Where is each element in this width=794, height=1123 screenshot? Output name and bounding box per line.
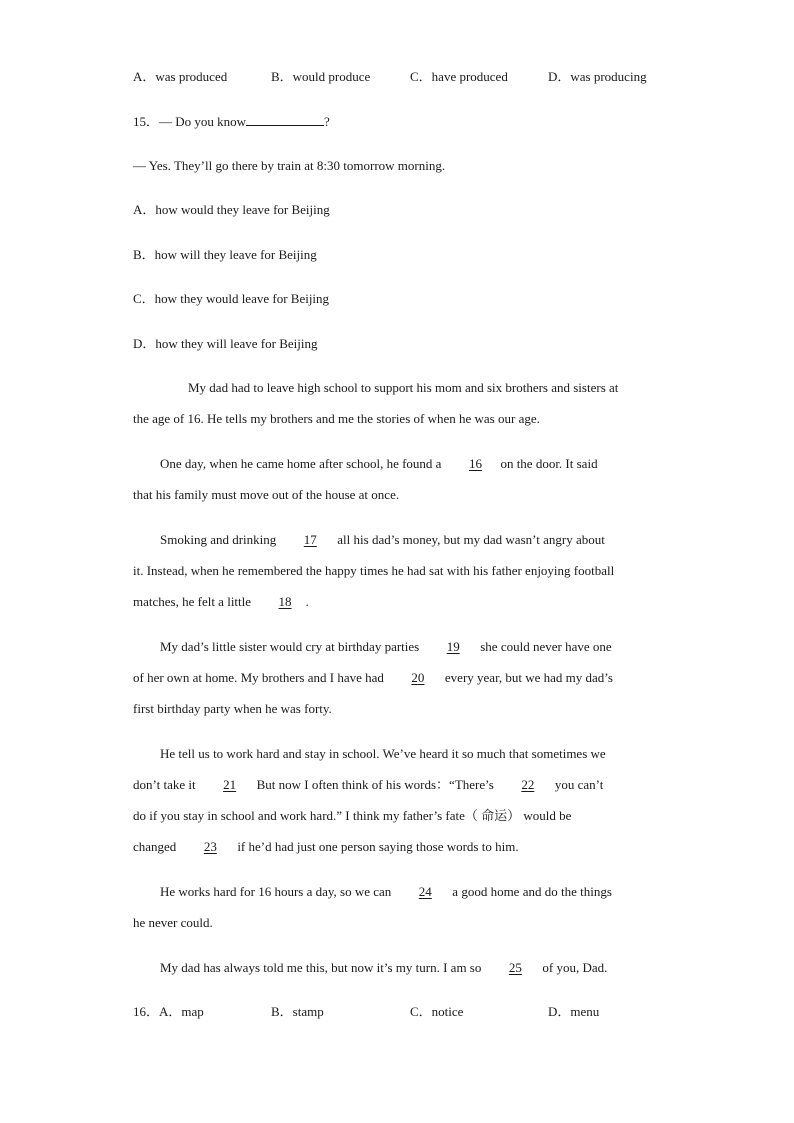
text-segment: if he’d had just one person saying those words to him. [237,839,519,854]
q16-option-c: C．notice [410,1004,464,1019]
blank-16: 16 [468,456,482,471]
blank-22: 22 [521,777,535,792]
passage-p1-line1: My dad had to leave high school to support his mom and six brothers and sisters at [188,380,619,395]
q15-stem [133,113,330,130]
blank-19: 19 [446,639,460,654]
passage-p4-line2 [133,670,613,686]
q15-blank [246,113,324,126]
blank-17: 17 [303,532,317,547]
q15-option-d: D．how they will leave for Beijing [133,336,318,351]
q15-option-a: A．how would they leave for Beijing [133,202,330,217]
text-segment: My dad has always told me this, but now it’s my turn. I am so [160,960,482,975]
blank-20: 20 [411,670,425,685]
text-segment: on the door. It said [500,456,598,471]
text-segment: every year, but we had my dad’s [444,670,613,685]
q15-reply: — Yes. They’ll go there by train at 8:30 tomorrow morning. [133,158,446,173]
blank-21: 21 [223,777,237,792]
passage-p6-line1 [160,884,612,900]
passage-p4-line1 [160,639,612,655]
text-segment: He works hard for 16 hours a day, so we can [160,884,392,899]
q14-option-d: D．was producing [548,69,647,84]
text-segment: all his dad’s money, but my dad wasn’t angry about [337,532,605,547]
passage-p3-line2: it. Instead, when he remembered the happy times he had sat with his father enjoying football [133,563,615,578]
text-segment: of her own at home. My brothers and I have had [133,670,384,685]
passage-p5-line2 [133,777,603,793]
passage-p4-line3: first birthday party when he was forty. [133,701,332,716]
text-segment: matches, he felt a little [133,594,252,609]
text-segment: One day, when he came home after school, he found a [160,456,442,471]
q15-stem-text: 15．— Do you know [133,114,247,129]
q15-stem-end: ? [324,114,330,129]
q16-option-a: 16．A．map [133,1004,204,1019]
q14-option-a: A．was produced [133,69,228,84]
passage-p3-line3 [133,594,309,610]
passage-p3-line1 [160,532,605,548]
q16-option-b: B．stamp [271,1004,324,1019]
text-segment: a good home and do the things [452,884,612,899]
text-segment: My dad’s little sister would cry at birthday parties [160,639,420,654]
q14-option-c: C．have produced [410,69,508,84]
passage-p5-line4 [133,839,519,855]
passage-p2-line2: that his family must move out of the house at once. [133,487,400,502]
text-segment: But now I often think of his words：“There’s [256,777,494,792]
blank-24: 24 [418,884,432,899]
passage-p7-line1 [160,960,607,976]
passage-p1-line2: the age of 16. He tells my brothers and me the stories of when he was our age. [133,411,540,426]
text-segment: don’t take it [133,777,196,792]
passage-p2-line1 [160,456,598,472]
blank-23: 23 [203,839,217,854]
blank-18: 18 [278,594,292,609]
passage-p6-line2: he never could. [133,915,213,930]
passage-p5-line1: He tell us to work hard and stay in school. We’ve heard it so much that sometimes we [160,746,606,761]
text-segment: . [305,594,309,609]
text-segment: she could never have one [480,639,612,654]
passage-p5-line3: do if you stay in school and work hard.” I think my father’s fate（ 命运） would be [133,808,572,823]
q15-option-c: C．how they would leave for Beijing [133,291,330,306]
text-segment: you can’t [554,777,604,792]
text-segment: changed [133,839,177,854]
text-segment: of you, Dad. [542,960,608,975]
q16-option-d: D．menu [548,1004,600,1019]
blank-25: 25 [508,960,522,975]
q15-option-b: B．how will they leave for Beijing [133,247,317,262]
text-segment: Smoking and drinking [160,532,277,547]
q14-option-b: B．would produce [271,69,371,84]
